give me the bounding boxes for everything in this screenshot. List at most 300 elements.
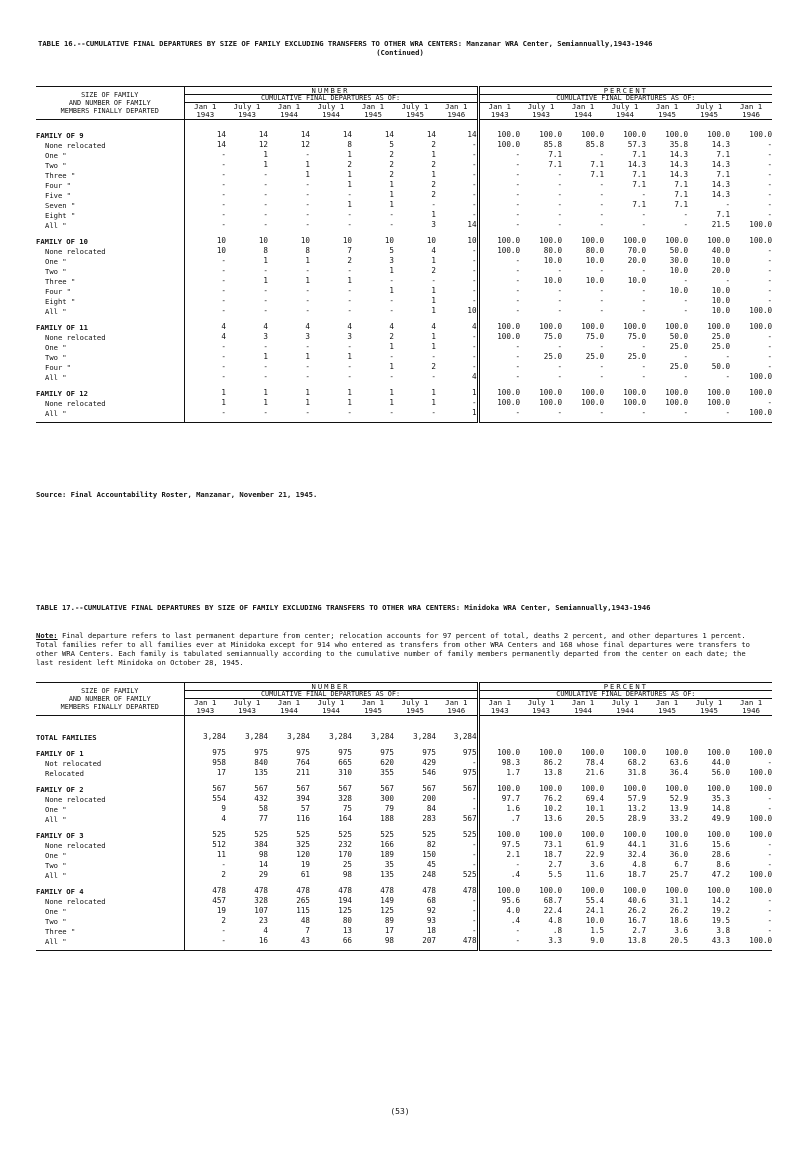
percent-cell: 18.7: [543, 850, 563, 860]
number-cell: 2: [431, 362, 436, 372]
number-cell: 1: [263, 150, 268, 160]
number-cell: -: [305, 266, 310, 276]
number-cell: 8: [347, 140, 352, 150]
percent-cell: -: [767, 916, 773, 926]
table-row: [36, 306, 772, 316]
percent-cell: 100.0: [623, 830, 647, 840]
number-header: NUMBER: [184, 683, 478, 691]
percent-cell: 100.0: [749, 130, 773, 140]
row-label: Two ": [45, 860, 67, 870]
percent-cell: 100.0: [749, 936, 773, 946]
number-cell: -: [184, 408, 226, 418]
percent-cell: 36.0: [669, 850, 689, 860]
percent-cell: 31.1: [669, 896, 689, 906]
percent-cell: 100.0: [665, 236, 689, 246]
number-cell: 98: [342, 870, 352, 880]
percent-cell: 100.0: [478, 886, 520, 896]
date-column-header: [436, 103, 478, 120]
number-cell: -: [471, 926, 477, 936]
family-size-heading: FAMILY OF 9: [36, 130, 84, 140]
number-cell: 248: [422, 870, 436, 880]
percent-cell: 100.0: [749, 748, 773, 758]
percent-cell: -: [767, 332, 773, 342]
percent-cell: 100.0: [623, 236, 647, 246]
family-size-heading: FAMILY OF 11: [36, 322, 88, 332]
percent-cell: 100.0: [665, 130, 689, 140]
percent-cell: 100.0: [581, 748, 605, 758]
percent-cell: [478, 732, 520, 742]
number-cell: 29: [258, 870, 268, 880]
number-cell: -: [389, 352, 394, 362]
number-cell: -: [347, 286, 352, 296]
number-cell: 432: [254, 794, 268, 804]
percent-cell: 50.0: [669, 246, 689, 256]
number-cell: 1: [431, 170, 436, 180]
number-cell: 57: [300, 804, 310, 814]
percent-cell: -: [767, 926, 773, 936]
number-cell: 14: [467, 220, 477, 230]
percent-cell: 7.1: [548, 150, 563, 160]
number-cell: 4: [184, 332, 226, 342]
percent-cell: -: [557, 266, 563, 276]
number-cell: 429: [422, 758, 436, 768]
percent-cell: 57.9: [627, 794, 647, 804]
number-cell: 5: [389, 140, 394, 150]
number-cell: 45: [426, 860, 436, 870]
number-cell: -: [431, 372, 436, 382]
table-row: [36, 926, 772, 936]
percent-cell: -: [767, 352, 773, 362]
date-month: July 1: [695, 698, 723, 707]
number-cell: 4: [184, 814, 226, 824]
date-year: 1944: [616, 110, 634, 120]
number-cell: 1: [347, 170, 352, 180]
date-column-header: [688, 699, 730, 716]
date-month: Jan 1: [361, 102, 385, 111]
date-column-header: [646, 699, 688, 716]
percent-cell: -: [641, 266, 647, 276]
table-17-note: [36, 631, 766, 667]
number-cell: -: [471, 916, 477, 926]
percent-cell: 100.0: [665, 886, 689, 896]
percent-cell: 3.6: [674, 926, 689, 936]
percent-cell: 7.1: [716, 210, 731, 220]
number-cell: -: [347, 190, 352, 200]
number-cell: -: [471, 276, 477, 286]
percent-cell: 100.0: [749, 408, 773, 418]
date-month: Jan 1: [571, 698, 595, 707]
percent-cell: -: [478, 372, 520, 382]
percent-cell: 14.2: [711, 896, 731, 906]
percent-cell: 100.0: [749, 372, 773, 382]
table-row: [36, 190, 772, 200]
number-cell: 1: [389, 200, 394, 210]
number-cell: -: [471, 170, 477, 180]
number-cell: 3,284: [329, 732, 352, 742]
percent-cell: 4.8: [548, 916, 563, 926]
percent-cell: 28.9: [627, 814, 647, 824]
percent-cell: 22.4: [543, 906, 563, 916]
percent-cell: .7: [478, 814, 520, 824]
number-cell: 125: [338, 906, 352, 916]
row-label: One ": [45, 342, 67, 352]
number-cell: -: [471, 246, 477, 256]
date-column-header: [646, 103, 688, 120]
row-label: Three ": [45, 276, 76, 286]
percent-cell: 100.0: [665, 748, 689, 758]
number-cell: -: [471, 332, 477, 342]
percent-cell: 80.0: [543, 246, 563, 256]
table-row: [36, 398, 772, 408]
row-label: One ": [45, 256, 67, 266]
number-cell: 975: [184, 748, 226, 758]
table-row: [36, 200, 772, 210]
number-cell: 14: [384, 130, 394, 140]
number-cell: -: [471, 342, 477, 352]
number-cell: 958: [184, 758, 226, 768]
date-year: 1944: [322, 110, 340, 120]
table-row: [36, 372, 772, 382]
number-cell: -: [184, 362, 226, 372]
number-cell: -: [471, 150, 477, 160]
number-cell: 12: [300, 140, 310, 150]
row-label: One ": [45, 850, 67, 860]
percent-cell: 98.3: [478, 758, 520, 768]
percent-cell: -: [478, 276, 520, 286]
percent-cell: [562, 732, 604, 742]
number-cell: -: [431, 276, 436, 286]
number-cell: -: [184, 190, 226, 200]
percent-cell: 16.7: [627, 916, 647, 926]
percent-cell: 14.3: [669, 170, 689, 180]
date-year: 1944: [322, 706, 340, 716]
number-cell: 89: [384, 916, 394, 926]
percent-cell: 25.0: [669, 342, 689, 352]
percent-cell: -: [599, 150, 605, 160]
percent-cell: 14.3: [711, 160, 731, 170]
percent-cell: -: [557, 372, 563, 382]
number-cell: -: [184, 220, 226, 230]
number-cell: -: [305, 210, 310, 220]
date-year: 1946: [742, 110, 760, 120]
percent-cell: 100.0: [749, 830, 773, 840]
table-row: [36, 130, 772, 140]
number-cell: -: [431, 200, 436, 210]
date-column-header: [520, 699, 562, 716]
number-cell: -: [305, 200, 310, 210]
number-cell: 58: [258, 804, 268, 814]
table-row: [36, 830, 772, 840]
row-label: All ": [45, 220, 67, 230]
number-cell: 4: [263, 926, 268, 936]
percent-cell: -: [767, 758, 773, 768]
percent-cell: 40.0: [711, 246, 731, 256]
number-cell: 1: [347, 180, 352, 190]
number-cell: 5: [389, 246, 394, 256]
date-year: 1943: [238, 110, 256, 120]
percent-cell: 50.0: [711, 362, 731, 372]
percent-cell: 7.1: [590, 160, 605, 170]
number-cell: -: [184, 276, 226, 286]
percent-cell: 100.0: [707, 886, 731, 896]
percent-cell: -: [599, 180, 605, 190]
number-cell: -: [184, 170, 226, 180]
number-cell: -: [471, 296, 477, 306]
number-cell: 2: [431, 140, 436, 150]
number-cell: -: [184, 296, 226, 306]
percent-cell: -: [767, 210, 773, 220]
number-cell: 1: [431, 210, 436, 220]
table-row: [36, 322, 772, 332]
number-cell: 2: [184, 916, 226, 926]
date-column-header: [268, 103, 310, 120]
number-cell: 12: [258, 140, 268, 150]
percent-cell: -: [478, 860, 520, 870]
row-label: None relocated: [45, 140, 106, 150]
percent-cell: -: [599, 342, 605, 352]
percent-cell: 14.3: [711, 190, 731, 200]
percent-cell: 10.1: [585, 804, 605, 814]
number-cell: 665: [338, 758, 352, 768]
date-column-header: [184, 103, 226, 120]
percent-cell: [646, 732, 688, 742]
date-column-header: [478, 103, 520, 120]
number-cell: 4: [184, 322, 226, 332]
number-cell: 328: [338, 794, 352, 804]
number-cell: 82: [426, 840, 436, 850]
number-cell: 84: [426, 804, 436, 814]
percent-cell: 100.0: [707, 236, 731, 246]
row-label: Eight ": [45, 296, 76, 306]
number-cell: 620: [380, 758, 394, 768]
number-cell: 2: [431, 180, 436, 190]
percent-cell: -: [557, 342, 563, 352]
number-cell: 1: [305, 276, 310, 286]
percent-cell: -: [725, 352, 731, 362]
percent-cell: 3.8: [716, 926, 731, 936]
number-cell: 1: [431, 286, 436, 296]
number-cell: 3,284: [413, 732, 436, 742]
number-cell: 4: [431, 322, 436, 332]
percent-cell: 95.6: [478, 896, 520, 906]
percent-cell: -: [478, 150, 520, 160]
number-cell: -: [471, 906, 477, 916]
percent-cell: 1.6: [478, 804, 520, 814]
number-cell: 4: [471, 322, 477, 332]
percent-cell: -: [767, 190, 773, 200]
date-month: July 1: [611, 102, 639, 111]
number-cell: -: [347, 220, 352, 230]
number-cell: 478: [184, 886, 226, 896]
number-cell: 384: [254, 840, 268, 850]
table-row: [36, 276, 772, 286]
number-cell: 1: [305, 398, 310, 408]
number-cell: -: [347, 296, 352, 306]
percent-cell: 76.2: [543, 794, 563, 804]
percent-cell: 3.6: [590, 860, 605, 870]
number-cell: 567: [462, 814, 477, 824]
number-cell: 975: [462, 748, 477, 758]
percent-cell: 100.0: [539, 748, 563, 758]
number-cell: 116: [296, 814, 310, 824]
number-cell: 3: [431, 220, 436, 230]
percent-cell: 18.7: [627, 870, 647, 880]
percent-cell: -: [557, 296, 563, 306]
number-cell: 17: [384, 926, 394, 936]
number-cell: 3: [347, 332, 352, 342]
percent-cell: -: [767, 266, 773, 276]
percent-cell: -: [557, 286, 563, 296]
number-cell: 4: [389, 322, 394, 332]
percent-header: PERCENT: [478, 683, 772, 691]
percent-cell: 28.6: [711, 850, 731, 860]
number-cell: 525: [380, 830, 394, 840]
number-cell: 68: [426, 896, 436, 906]
number-cell: 23: [258, 916, 268, 926]
date-column-header: [310, 103, 352, 120]
table-row: [36, 748, 772, 758]
percent-cell: -: [725, 372, 731, 382]
number-cell: 232: [338, 840, 352, 850]
percent-cell: -: [557, 200, 563, 210]
number-cell: 567: [296, 784, 310, 794]
number-cell: 135: [380, 870, 394, 880]
percent-cell: 75.0: [543, 332, 563, 342]
number-cell: 325: [296, 840, 310, 850]
number-subheader: CUMULATIVE FINAL DEPARTURES AS OF:: [184, 95, 478, 103]
table-17-title: TABLE 17.--CUMULATIVE FINAL DEPARTURES BY SIZE OF FAMILY EXCLUDING TRANSFERS TO OTHER WRA CENTERS: Minidoka WRA Center, Semiannually,1943-1946: [36, 603, 651, 612]
percent-cell: 100.0: [539, 784, 563, 794]
table-row: [36, 906, 772, 916]
number-cell: -: [184, 150, 226, 160]
number-cell: -: [305, 362, 310, 372]
percent-cell: 25.7: [669, 870, 689, 880]
number-cell: -: [347, 306, 352, 316]
number-cell: 1: [389, 388, 394, 398]
percent-cell: 7.1: [590, 170, 605, 180]
number-cell: 1: [184, 388, 226, 398]
percent-cell: 10.0: [711, 296, 731, 306]
percent-cell: -: [641, 220, 647, 230]
row-label: Not relocated: [45, 758, 102, 768]
percent-cell: 10.2: [543, 804, 563, 814]
table-row: [36, 246, 772, 256]
number-cell: 1: [431, 150, 436, 160]
row-label: None relocated: [45, 246, 106, 256]
percent-cell: 13.6: [543, 814, 563, 824]
number-cell: 1: [305, 352, 310, 362]
date-month: Jan 1: [194, 698, 217, 707]
stub-header-line: AND NUMBER OF FAMILY: [68, 99, 151, 108]
percent-cell: -: [557, 408, 563, 418]
percent-cell: 100.0: [749, 236, 773, 246]
percent-cell: 43.3: [711, 936, 731, 946]
date-year: 1944: [574, 110, 592, 120]
percent-cell: 10.0: [711, 286, 731, 296]
percent-cell: 5.5: [548, 870, 563, 880]
number-cell: 975: [380, 748, 394, 758]
percent-header: PERCENT: [478, 87, 772, 95]
number-cell: -: [305, 296, 310, 306]
date-column-header: [730, 103, 772, 120]
table-row: [36, 150, 772, 160]
percent-cell: -: [767, 256, 773, 266]
percent-cell: 7.1: [632, 180, 647, 190]
percent-cell: -: [599, 220, 605, 230]
number-cell: 457: [184, 896, 226, 906]
number-cell: 478: [380, 886, 394, 896]
number-cell: 13: [342, 926, 352, 936]
percent-cell: 100.0: [539, 130, 563, 140]
table-row: [36, 236, 772, 246]
percent-cell: 55.4: [585, 896, 605, 906]
table-row: [36, 860, 772, 870]
table-row: [36, 342, 772, 352]
percent-cell: 40.6: [627, 896, 647, 906]
number-cell: 14: [258, 860, 268, 870]
percent-cell: 69.4: [585, 794, 605, 804]
number-cell: 35: [384, 860, 394, 870]
number-cell: 14: [426, 130, 436, 140]
number-cell: 2: [431, 160, 436, 170]
percent-cell: -: [683, 306, 689, 316]
number-cell: 207: [422, 936, 436, 946]
number-cell: 525: [462, 870, 477, 880]
number-cell: 2: [347, 256, 352, 266]
percent-cell: -: [683, 372, 689, 382]
table-row: [36, 758, 772, 768]
stub-header-line: SIZE OF FAMILY: [81, 90, 139, 99]
date-column-header: [268, 699, 310, 716]
percent-cell: 70.0: [627, 246, 647, 256]
date-column-header: [730, 699, 772, 716]
table-16: [36, 86, 772, 423]
percent-cell: 22.9: [585, 850, 605, 860]
number-cell: -: [471, 398, 477, 408]
date-month: Jan 1: [277, 102, 301, 111]
number-cell: -: [184, 256, 226, 266]
number-cell: -: [347, 372, 352, 382]
percent-cell: 25.0: [627, 352, 647, 362]
percent-cell: 100.0: [623, 388, 647, 398]
number-cell: -: [471, 160, 477, 170]
number-cell: 310: [338, 768, 352, 778]
percent-cell: -: [557, 170, 563, 180]
number-cell: 98: [384, 936, 394, 946]
percent-cell: 100.0: [707, 398, 731, 408]
percent-cell: -: [767, 850, 773, 860]
date-year: 1945: [700, 706, 718, 716]
number-cell: 355: [380, 768, 394, 778]
number-cell: 10: [467, 306, 477, 316]
percent-cell: -: [767, 794, 773, 804]
number-cell: -: [471, 362, 477, 372]
number-header: NUMBER: [184, 87, 478, 95]
number-cell: -: [347, 362, 352, 372]
date-column-header: [562, 699, 604, 716]
number-cell: 2: [431, 266, 436, 276]
table-16-continued: (Continued): [376, 48, 424, 57]
date-month: Jan 1: [361, 698, 385, 707]
number-cell: 4: [471, 372, 477, 382]
table-row: [36, 794, 772, 804]
percent-cell: 2.7: [632, 926, 647, 936]
percent-cell: 80.0: [585, 246, 605, 256]
row-label: Eight ": [45, 210, 76, 220]
percent-cell: 14.3: [669, 160, 689, 170]
number-cell: -: [263, 190, 268, 200]
percent-cell: 4.0: [478, 906, 520, 916]
